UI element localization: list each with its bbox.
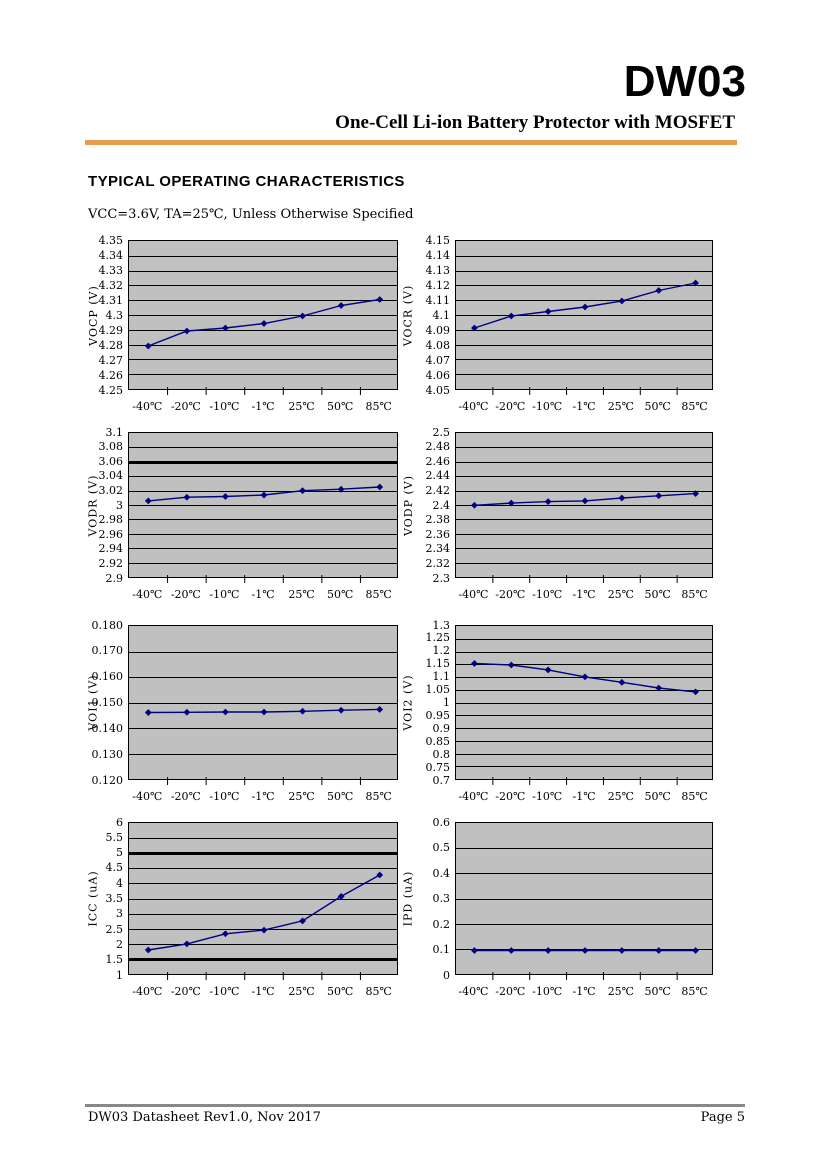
x-tick-label: 85℃: [365, 790, 392, 803]
x-tick-label: -40℃: [132, 588, 163, 601]
x-tick-label: 50℃: [326, 588, 354, 601]
y-tick-label: 1.05: [425, 683, 450, 697]
data-point-marker: [222, 709, 229, 716]
x-tick-label: -40℃: [458, 588, 489, 601]
data-point-marker: [183, 940, 190, 947]
x-tick-label: 25℃: [288, 400, 315, 413]
x-tick-label: 85℃: [681, 588, 708, 601]
data-point-marker: [618, 679, 625, 686]
y-tick-label: 1.2: [432, 644, 450, 658]
y-tick-label: 2.96: [98, 527, 123, 541]
plot-area: [128, 822, 398, 975]
data-point-marker: [655, 685, 662, 692]
data-point-marker: [299, 313, 306, 320]
x-tick-label: -1℃: [251, 400, 275, 413]
footer-right: Page 5: [700, 1110, 745, 1125]
x-tick-label: -40℃: [458, 985, 489, 998]
chart-voi2: [400, 618, 719, 820]
data-point-marker: [145, 947, 152, 954]
data-point-marker: [222, 930, 229, 937]
y-tick-label: 5: [116, 846, 123, 860]
data-point-marker: [222, 325, 229, 332]
y-tick-label: 0.9: [432, 721, 450, 735]
y-tick-label: 4.15: [425, 233, 450, 247]
chart-icc: [85, 815, 404, 1015]
y-tick-label: 4.35: [98, 233, 123, 247]
x-tick-label: 85℃: [365, 400, 392, 413]
data-point-marker: [508, 313, 515, 320]
data-point-marker: [582, 673, 589, 680]
x-tick-label: -20℃: [495, 790, 526, 803]
plot-area: [455, 240, 713, 390]
chart-vodr: [85, 425, 404, 618]
y-axis-label-text: ICC (uA): [86, 870, 100, 927]
data-point-marker: [655, 492, 662, 499]
y-tick-label: 0.120: [91, 773, 123, 787]
data-point-marker: [692, 947, 699, 954]
y-tick-label: 2.98: [98, 513, 123, 527]
y-tick-label: 3.02: [98, 483, 123, 497]
plot-area: [455, 432, 713, 578]
data-point-marker: [261, 492, 268, 499]
x-tick-label: -1℃: [572, 400, 596, 413]
y-tick-label: 4.28: [98, 338, 123, 352]
plot-area: [128, 432, 398, 578]
y-tick-label: 1.3: [432, 618, 450, 632]
x-tick-label: 25℃: [288, 588, 315, 601]
y-tick-label: 1.1: [432, 670, 450, 684]
data-point-marker: [545, 498, 552, 505]
x-tick-label: 50℃: [326, 790, 354, 803]
plot-area: [455, 625, 713, 780]
x-tick-label: -20℃: [170, 790, 201, 803]
x-tick-label: -10℃: [532, 985, 563, 998]
data-point-marker: [376, 296, 383, 303]
data-point-marker: [471, 660, 478, 667]
y-tick-label: 1: [443, 696, 450, 709]
data-point-marker: [261, 320, 268, 327]
x-tick-label: 50℃: [644, 985, 671, 998]
y-tick-label: 2.34: [425, 542, 450, 556]
y-tick-label: 2.32: [425, 556, 450, 570]
y-tick-label: 0.160: [91, 670, 123, 684]
y-tick-label: 0.7: [432, 773, 450, 787]
x-tick-label: -40℃: [132, 985, 163, 998]
y-tick-label: 4.34: [98, 248, 123, 262]
y-tick-label: 3.1: [105, 425, 123, 439]
y-tick-label: 2.46: [425, 454, 450, 468]
x-tick-label: 85℃: [365, 985, 392, 998]
data-point-marker: [376, 484, 383, 491]
y-tick-label: 1: [116, 968, 123, 982]
y-tick-label: 0.5: [432, 841, 450, 854]
data-point-marker: [299, 918, 306, 925]
series-layer: [129, 241, 399, 391]
x-tick-label: -1℃: [572, 985, 596, 998]
y-axis-label-text: VODR (V): [86, 474, 100, 536]
x-tick-label: -10℃: [532, 588, 563, 601]
data-point-marker: [582, 947, 589, 954]
y-tick-label: 0.130: [91, 747, 123, 761]
y-tick-label: 0.180: [91, 618, 123, 632]
plot-area: [128, 240, 398, 390]
y-tick-label: 6: [116, 815, 123, 829]
x-tick-label: -10℃: [532, 790, 563, 803]
x-tick-label: 85℃: [681, 985, 708, 998]
y-tick-label: 0.75: [425, 760, 450, 774]
data-point-marker: [545, 947, 552, 954]
y-tick-label: 4.29: [98, 323, 123, 337]
y-axis-label-text: VODP (V): [401, 474, 415, 536]
data-point-marker: [618, 495, 625, 502]
chart-ipd: [400, 815, 719, 1015]
x-tick-label: -20℃: [170, 985, 201, 998]
y-tick-label: 3.04: [98, 469, 123, 483]
y-tick-label: 1.25: [425, 631, 450, 645]
y-tick-label: 1.15: [425, 657, 450, 671]
y-tick-label: 2.4: [432, 498, 450, 512]
data-point-marker: [338, 486, 345, 493]
data-point-marker: [338, 893, 345, 900]
x-tick-label: 25℃: [607, 400, 634, 413]
y-tick-label: 0.140: [91, 721, 123, 735]
y-tick-label: 0.150: [91, 696, 123, 709]
y-tick-label: 0.4: [432, 866, 450, 880]
data-point-marker: [692, 490, 699, 497]
data-point-marker: [508, 500, 515, 507]
data-point-marker: [338, 707, 345, 714]
y-tick-label: 4.27: [98, 353, 123, 367]
y-axis-label-text: VOCP (V): [86, 284, 100, 346]
x-tick-label: -10℃: [532, 400, 563, 413]
document-subtitle: One-Cell Li-ion Battery Protector with MOSFET: [335, 112, 735, 133]
y-tick-label: 3: [116, 498, 123, 512]
plot-area: [128, 625, 398, 780]
x-tick-label: 85℃: [681, 400, 708, 413]
y-tick-label: 3: [116, 907, 123, 921]
y-tick-label: 4.14: [425, 248, 450, 262]
data-point-marker: [618, 947, 625, 954]
x-tick-label: 25℃: [607, 588, 634, 601]
x-tick-label: 50℃: [644, 400, 671, 413]
series-layer: [129, 823, 399, 976]
x-tick-label: -10℃: [209, 588, 240, 601]
footer-left: DW03 Datasheet Rev1.0, Nov 2017: [88, 1110, 321, 1125]
data-point-marker: [145, 709, 152, 716]
y-tick-label: 4.06: [425, 368, 450, 382]
y-axis-label-text: VOCR (V): [401, 284, 415, 346]
y-tick-label: 4.07: [425, 353, 450, 367]
plot-area: [455, 822, 713, 975]
y-axis-label-text: IPD (uA): [401, 870, 415, 927]
data-point-marker: [471, 502, 478, 509]
product-title: DW03: [623, 57, 746, 106]
y-tick-label: 2.36: [425, 527, 450, 541]
y-tick-label: 2.5: [432, 425, 450, 439]
y-tick-label: 4.09: [425, 323, 450, 337]
y-tick-label: 4.1: [432, 308, 450, 322]
y-tick-label: 0.95: [425, 708, 450, 722]
section-title: TYPICAL OPERATING CHARACTERISTICS: [88, 173, 405, 190]
data-point-marker: [582, 304, 589, 311]
data-point-marker: [222, 493, 229, 500]
x-tick-label: 25℃: [607, 790, 634, 803]
x-tick-label: -1℃: [251, 588, 275, 601]
x-tick-label: -10℃: [209, 790, 240, 803]
x-tick-label: 25℃: [288, 985, 315, 998]
x-tick-label: 25℃: [607, 985, 634, 998]
y-tick-label: 0: [443, 968, 450, 982]
y-axis-label-text: VOI2 (V): [401, 674, 415, 731]
y-tick-label: 2.9: [105, 571, 123, 585]
data-point-marker: [655, 287, 662, 294]
y-tick-label: 0.3: [432, 892, 450, 905]
data-point-marker: [376, 872, 383, 879]
data-point-marker: [508, 662, 515, 669]
y-tick-label: 2.38: [425, 513, 450, 527]
x-tick-label: -20℃: [170, 400, 201, 413]
x-tick-label: -20℃: [170, 588, 201, 601]
x-tick-label: -40℃: [458, 790, 489, 803]
data-point-marker: [183, 709, 190, 716]
y-tick-label: 4.12: [425, 278, 450, 292]
y-tick-label: 0.6: [432, 815, 450, 829]
data-point-marker: [471, 947, 478, 954]
y-tick-label: 3.06: [98, 454, 123, 468]
data-point-marker: [145, 343, 152, 350]
y-tick-label: 4: [116, 876, 123, 890]
x-tick-label: -10℃: [209, 985, 240, 998]
y-tick-label: 2: [116, 937, 123, 951]
data-point-marker: [183, 328, 190, 335]
y-tick-label: 5.5: [105, 830, 123, 844]
test-condition: VCC=3.6V, TA=25℃, Unless Otherwise Specified: [88, 207, 414, 222]
data-point-marker: [655, 947, 662, 954]
data-point-marker: [299, 708, 306, 715]
y-tick-label: 2.44: [425, 469, 450, 483]
data-point-marker: [145, 497, 152, 504]
y-tick-label: 2.92: [98, 556, 123, 570]
data-point-marker: [471, 325, 478, 332]
x-tick-label: 50℃: [644, 588, 671, 601]
y-tick-label: 4.32: [98, 278, 123, 292]
chart-vocp: [85, 233, 404, 430]
x-tick-label: 85℃: [681, 790, 708, 803]
chart-voi1: [85, 618, 404, 820]
data-point-marker: [692, 280, 699, 287]
y-tick-label: 4.33: [98, 263, 123, 277]
data-point-marker: [582, 497, 589, 504]
y-tick-label: 4.05: [425, 383, 450, 397]
x-tick-label: 25℃: [288, 790, 315, 803]
y-tick-label: 4.31: [98, 293, 123, 307]
series-layer: [456, 626, 714, 781]
data-point-marker: [183, 494, 190, 501]
data-point-marker: [692, 688, 699, 695]
y-tick-label: 4.11: [425, 293, 450, 307]
x-tick-label: -10℃: [209, 400, 240, 413]
y-tick-label: 2.42: [425, 483, 450, 497]
data-point-marker: [299, 487, 306, 494]
x-tick-label: 85℃: [365, 588, 392, 601]
y-tick-label: 0.85: [425, 734, 450, 748]
y-tick-label: 2.3: [432, 571, 450, 585]
data-point-marker: [338, 302, 345, 309]
series-layer: [456, 433, 714, 579]
chart-vocr: [400, 233, 719, 430]
chart-vodp: [400, 425, 719, 618]
data-point-marker: [545, 667, 552, 674]
data-point-marker: [508, 947, 515, 954]
x-tick-label: 50℃: [326, 985, 354, 998]
y-tick-label: 2.5: [105, 922, 123, 936]
x-tick-label: 50℃: [644, 790, 671, 803]
x-tick-label: -40℃: [132, 790, 163, 803]
x-tick-label: -40℃: [132, 400, 163, 413]
y-tick-label: 3.5: [105, 892, 123, 905]
x-tick-label: -1℃: [251, 985, 275, 998]
x-tick-label: -20℃: [495, 588, 526, 601]
y-tick-label: 2.48: [425, 440, 450, 454]
y-tick-label: 4.08: [425, 338, 450, 352]
y-tick-label: 0.8: [432, 747, 450, 761]
x-tick-label: -1℃: [572, 588, 596, 601]
data-point-marker: [376, 706, 383, 713]
y-tick-label: 4.25: [98, 383, 123, 397]
y-tick-label: 0.1: [432, 943, 450, 956]
y-tick-label: 4.26: [98, 368, 123, 382]
footer-rule: [85, 1104, 745, 1107]
y-tick-label: 1.5: [105, 953, 123, 967]
x-tick-label: 50℃: [326, 400, 354, 413]
y-axis-label-text: VOI1 (V): [86, 674, 100, 731]
y-tick-label: 4.5: [105, 861, 123, 875]
data-point-marker: [545, 308, 552, 315]
x-tick-label: -20℃: [495, 985, 526, 998]
x-tick-label: -1℃: [251, 790, 275, 803]
y-tick-label: 0.2: [432, 917, 450, 931]
data-point-marker: [618, 298, 625, 305]
data-point-marker: [261, 927, 268, 934]
series-layer: [456, 823, 714, 976]
y-tick-label: 4.13: [425, 263, 450, 277]
y-tick-label: 4.3: [105, 308, 123, 322]
series-line: [148, 875, 379, 950]
series-layer: [456, 241, 714, 391]
series-layer: [129, 433, 399, 579]
series-layer: [129, 626, 399, 781]
x-tick-label: -1℃: [572, 790, 596, 803]
y-tick-label: 0.170: [91, 644, 123, 658]
y-tick-label: 3.08: [98, 440, 123, 454]
y-tick-label: 2.94: [98, 542, 123, 556]
x-tick-label: -40℃: [458, 400, 489, 413]
x-tick-label: -20℃: [495, 400, 526, 413]
data-point-marker: [261, 709, 268, 716]
